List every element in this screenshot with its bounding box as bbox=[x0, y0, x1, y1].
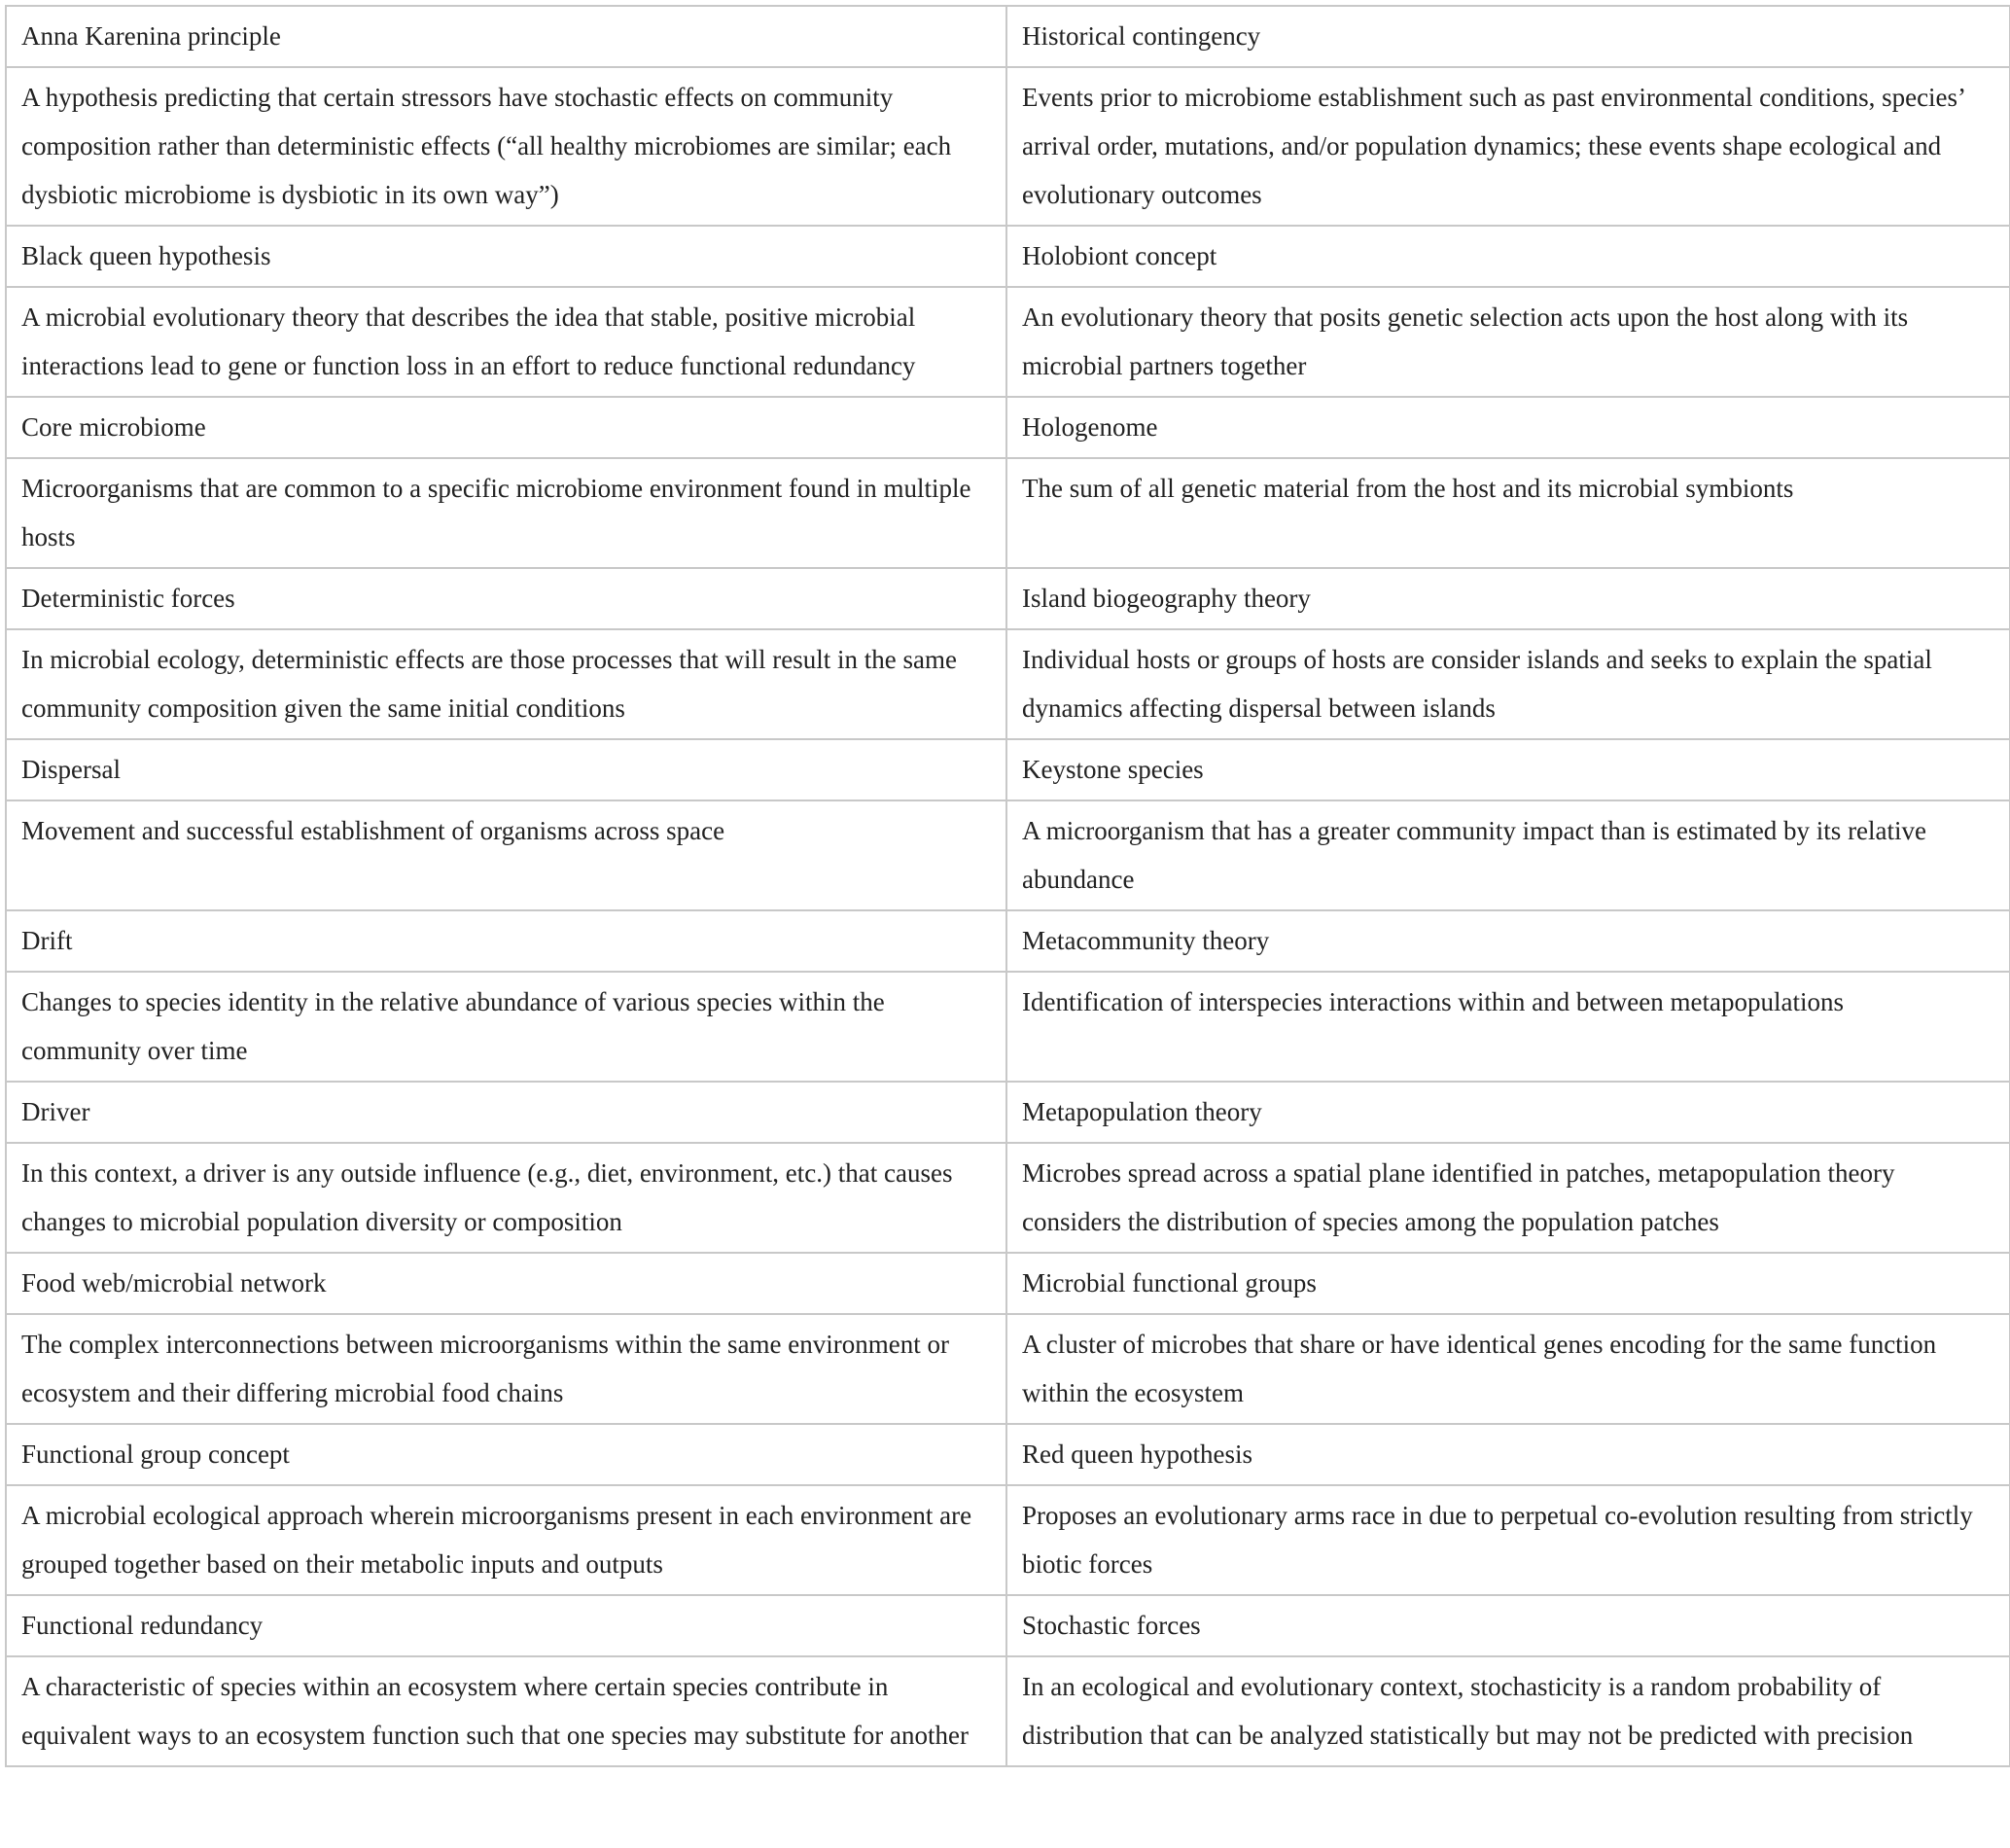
left-definition-cell: In microbial ecology, deterministic effects are those processes that will result in the same community composition given the same initial conditions bbox=[6, 629, 1006, 739]
left-term-cell: Food web/microbial network bbox=[6, 1253, 1006, 1314]
left-definition-cell: A microbial ecological approach wherein microorganisms present in each environment are grouped together based on their metabolic inputs and outputs bbox=[6, 1485, 1006, 1595]
left-term-cell: Functional group concept bbox=[6, 1424, 1006, 1485]
right-definition-cell: Individual hosts or groups of hosts are consider islands and seeks to explain the spatial dynamics affecting dispersal between islands bbox=[1006, 629, 2010, 739]
left-definition-cell: Microorganisms that are common to a specific microbiome environment found in multiple hosts bbox=[6, 458, 1006, 568]
term-row bbox=[6, 397, 2010, 458]
right-term-cell: Historical contingency bbox=[1006, 6, 2010, 67]
right-term-cell: Hologenome bbox=[1006, 397, 2010, 458]
left-term-cell: Anna Karenina principle bbox=[6, 6, 1006, 67]
term-row bbox=[6, 568, 2010, 629]
glossary-body bbox=[6, 6, 2010, 1766]
term-row bbox=[6, 226, 2010, 287]
term-row bbox=[6, 1595, 2010, 1656]
term-row bbox=[6, 739, 2010, 800]
right-definition-cell: The sum of all genetic material from the host and its microbial symbionts bbox=[1006, 458, 2010, 568]
definition-row bbox=[6, 972, 2010, 1082]
left-term-cell: Black queen hypothesis bbox=[6, 226, 1006, 287]
definition-row bbox=[6, 1656, 2010, 1766]
definition-row bbox=[6, 287, 2010, 397]
right-term-cell: Metapopulation theory bbox=[1006, 1082, 2010, 1143]
left-definition-cell: A microbial evolutionary theory that describes the idea that stable, positive microbial interactions lead to gene or function loss in an effort to reduce functional redundancy bbox=[6, 287, 1006, 397]
left-term-cell: Dispersal bbox=[6, 739, 1006, 800]
right-term-cell: Stochastic forces bbox=[1006, 1595, 2010, 1656]
left-definition-cell: The complex interconnections between microorganisms within the same environment or ecosystem and their differing microbial food chains bbox=[6, 1314, 1006, 1424]
term-row bbox=[6, 1082, 2010, 1143]
right-definition-cell: Proposes an evolutionary arms race in due to perpetual co-evolution resulting from strictly biotic forces bbox=[1006, 1485, 2010, 1595]
left-term-cell: Functional redundancy bbox=[6, 1595, 1006, 1656]
left-definition-cell: Changes to species identity in the relative abundance of various species within the community over time bbox=[6, 972, 1006, 1082]
right-term-cell: Island biogeography theory bbox=[1006, 568, 2010, 629]
left-definition-cell: A characteristic of species within an ecosystem where certain species contribute in equivalent ways to an ecosystem function such that one species may substitute for another bbox=[6, 1656, 1006, 1766]
right-definition-cell: A microorganism that has a greater community impact than is estimated by its relative abundance bbox=[1006, 800, 2010, 910]
definition-row bbox=[6, 629, 2010, 739]
left-definition-cell: In this context, a driver is any outside influence (e.g., diet, environment, etc.) that causes changes to microbial population diversity or composition bbox=[6, 1143, 1006, 1253]
definition-row bbox=[6, 1143, 2010, 1253]
glossary-table bbox=[5, 5, 2010, 1767]
right-term-cell: Microbial functional groups bbox=[1006, 1253, 2010, 1314]
left-term-cell: Deterministic forces bbox=[6, 568, 1006, 629]
term-row bbox=[6, 910, 2010, 972]
definition-row bbox=[6, 1485, 2010, 1595]
definition-row bbox=[6, 800, 2010, 910]
term-row bbox=[6, 6, 2010, 67]
right-term-cell: Keystone species bbox=[1006, 739, 2010, 800]
right-term-cell: Metacommunity theory bbox=[1006, 910, 2010, 972]
right-definition-cell: Events prior to microbiome establishment such as past environmental conditions, species’ arrival order, mutations, and/or population dynamics; these events shape ecological and evolutionary outcomes bbox=[1006, 67, 2010, 226]
definition-row bbox=[6, 67, 2010, 226]
left-term-cell: Driver bbox=[6, 1082, 1006, 1143]
definition-row bbox=[6, 1314, 2010, 1424]
right-definition-cell: An evolutionary theory that posits genetic selection acts upon the host along with its microbial partners together bbox=[1006, 287, 2010, 397]
left-definition-cell: A hypothesis predicting that certain stressors have stochastic effects on community composition rather than deterministic effects (“all healthy microbiomes are similar; each dysbiotic microbiome is dysbiotic in its own way”) bbox=[6, 67, 1006, 226]
term-row bbox=[6, 1253, 2010, 1314]
left-definition-cell: Movement and successful establishment of organisms across space bbox=[6, 800, 1006, 910]
term-row bbox=[6, 1424, 2010, 1485]
left-term-cell: Core microbiome bbox=[6, 397, 1006, 458]
right-term-cell: Red queen hypothesis bbox=[1006, 1424, 2010, 1485]
right-definition-cell: Microbes spread across a spatial plane identified in patches, metapopulation theory considers the distribution of species among the population patches bbox=[1006, 1143, 2010, 1253]
definition-row bbox=[6, 458, 2010, 568]
right-term-cell: Holobiont concept bbox=[1006, 226, 2010, 287]
left-term-cell: Drift bbox=[6, 910, 1006, 972]
right-definition-cell: A cluster of microbes that share or have identical genes encoding for the same function within the ecosystem bbox=[1006, 1314, 2010, 1424]
right-definition-cell: In an ecological and evolutionary context, stochasticity is a random probability of distribution that can be analyzed statistically but may not be predicted with precision bbox=[1006, 1656, 2010, 1766]
right-definition-cell: Identification of interspecies interactions within and between metapopulations bbox=[1006, 972, 2010, 1082]
